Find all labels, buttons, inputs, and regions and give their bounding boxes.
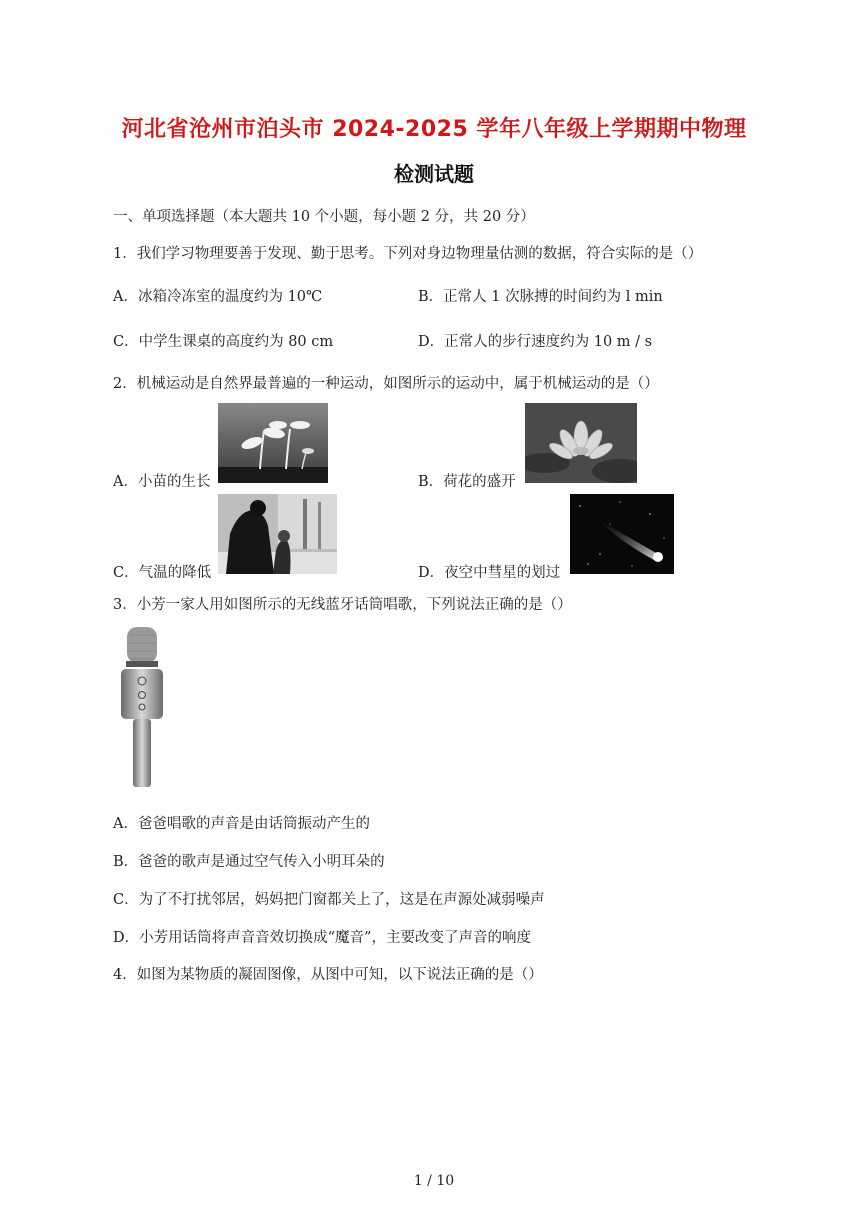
question-1-option-c: C．中学生课桌的高度约为 80 cm	[113, 334, 334, 350]
question-3-option-d: D．小芳用话筒将声音音效切换成“魔音”，主要改变了声音的响度	[113, 930, 531, 946]
question-3-option-c: C．为了不打扰邻居，妈妈把门窗都关上了，这是在声源处减弱噪声	[113, 892, 545, 908]
question-3-stem: 3．小芳一家人用如图所示的无线蓝牙话筒唱歌，下列说法正确的是（）	[113, 597, 572, 613]
question-2-option-d: D．夜空中彗星的划过	[418, 565, 561, 581]
question-2-option-a: A．小苗的生长	[113, 474, 211, 490]
seedling-photo	[218, 403, 328, 483]
lotus-photo	[525, 403, 637, 483]
question-2-option-c: C．气温的降低	[113, 565, 212, 581]
section-heading: 一、单项选择题（本大题共 10 个小题，每小题 2 分，共 20 分）	[113, 209, 535, 225]
question-2-stem: 2．机械运动是自然界最普遍的一种运动，如图所示的运动中，属于机械运动的是（）	[113, 376, 659, 392]
doc-title-line1: 河北省沧州市泊头市 2024-2025 学年八年级上学期期中物理	[121, 117, 747, 142]
question-1-option-a: A．冰箱冷冻室的温度约为 10℃	[113, 289, 323, 305]
question-4-stem: 4．如图为某物质的凝固图像，从图中可知，以下说法正确的是（）	[113, 967, 543, 983]
question-2-option-b: B．荷花的盛开	[418, 474, 516, 490]
question-1-option-b: B．正常人 1 次脉搏的时间约为 l min	[418, 289, 663, 305]
microphone-photo	[115, 625, 170, 790]
comet-photo	[570, 494, 674, 574]
doc-title-line2: 检测试题	[394, 162, 474, 186]
page-number: 1 / 10	[413, 1173, 455, 1189]
question-1-stem: 1．我们学习物理要善于发现、勤于思考。下列对身边物理量估测的数据，符合实际的是（）	[113, 246, 703, 262]
question-3-option-a: A．爸爸唱歌的声音是由话筒振动产生的	[113, 816, 370, 832]
question-1-option-d: D．正常人的步行速度约为 10 m / s	[418, 334, 653, 350]
question-3-option-b: B．爸爸的歌声是通过空气传入小明耳朵的	[113, 854, 385, 870]
cold-weather-photo	[218, 494, 337, 574]
